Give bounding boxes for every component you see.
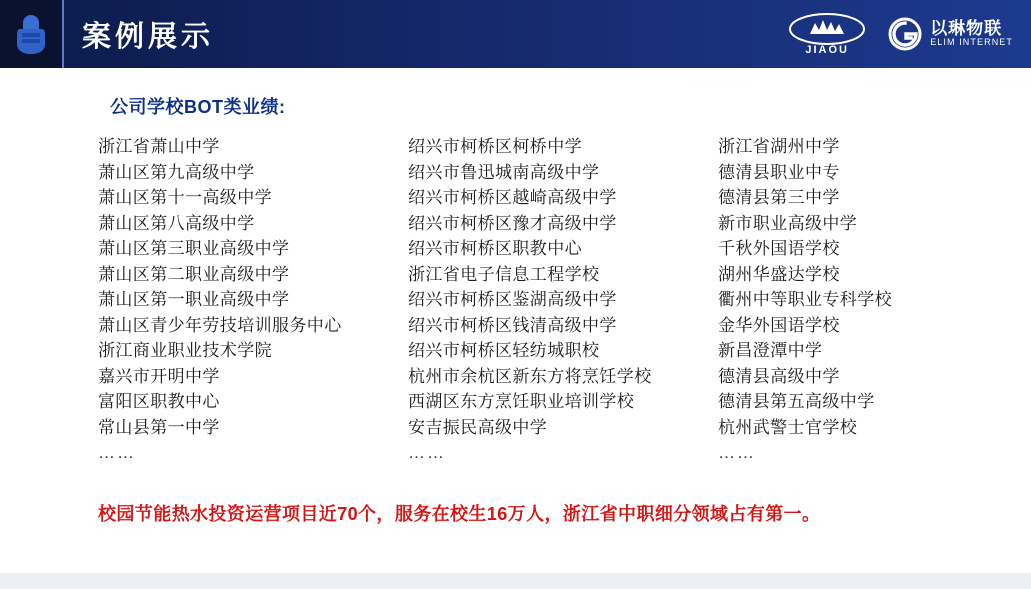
list-item: 衢州中等职业专科学校	[718, 290, 892, 309]
list-item-ellipsis: ……	[718, 443, 756, 462]
list-item: 杭州市余杭区新东方将烹饪学校	[408, 366, 652, 386]
list-item: 富阳区职教中心	[98, 392, 220, 411]
list-item: 德清县第三中学	[718, 188, 840, 207]
list-item: 萧山区第八高级中学	[98, 213, 255, 233]
list-item: 德清县高级中学	[718, 366, 840, 386]
jiaou-logo	[788, 12, 866, 56]
list-item: 萧山区第九高级中学	[98, 162, 255, 182]
list-item: 萧山区第二职业高级中学	[98, 264, 290, 284]
list-item: 萧山区青少年劳技培训服务中心	[98, 315, 342, 335]
header-divider	[62, 0, 64, 68]
list-item: 浙江省电子信息工程学校	[408, 264, 600, 284]
list-item: 杭州武警士官学校	[718, 417, 858, 437]
page-title: 案例展示	[82, 20, 215, 53]
list-item: 德清县职业中专	[718, 162, 840, 182]
list-item: 新市职业高级中学	[718, 213, 858, 233]
list-item: 安吉振民高级中学	[408, 417, 548, 437]
list-item: 绍兴市柯桥区轻纺城职校	[408, 341, 600, 360]
list-item: 萧山区第一职业高级中学	[98, 290, 290, 309]
list-item: 西湖区东方烹饪职业培训学校	[408, 392, 635, 411]
list-item: 嘉兴市开明中学	[98, 366, 220, 386]
elim-logo-text	[930, 20, 1013, 49]
case-column-1	[98, 134, 408, 466]
list-item: 千秋外国语学校	[718, 239, 840, 258]
list-item: 常山县第一中学	[98, 417, 220, 437]
header-logo-block	[0, 0, 62, 68]
list-item: 浙江省湖州中学	[718, 137, 840, 156]
header-logos	[788, 12, 1031, 56]
list-item-ellipsis: ……	[408, 443, 446, 462]
elim-logo-en: ELIM INTERNET	[930, 37, 1013, 48]
list-item: 萧山区第十一高级中学	[98, 188, 272, 207]
list-item-ellipsis: ……	[98, 443, 136, 462]
jiaou-logo-text: JIAOU	[805, 44, 849, 56]
case-column-2	[408, 134, 718, 466]
list-item: 德清县第五高级中学	[718, 392, 875, 411]
section-title: 公司学校BOT类业绩:	[110, 97, 286, 117]
fist-icon	[14, 11, 48, 57]
elim-logo-cn: 以琳物联	[930, 18, 1003, 38]
list-item: 新昌澄潭中学	[718, 341, 823, 360]
list-item: 绍兴市柯桥区柯桥中学	[408, 137, 582, 156]
list-item: 绍兴市柯桥区豫才高级中学	[408, 213, 617, 233]
slide-content	[0, 68, 1031, 573]
case-column-3	[718, 134, 998, 466]
case-list-columns	[98, 134, 998, 466]
bottom-band	[0, 573, 1031, 589]
list-item: 绍兴市柯桥区鉴湖高级中学	[408, 290, 617, 309]
list-item: 萧山区第三职业高级中学	[98, 239, 290, 258]
list-item: 金华外国语学校	[718, 315, 840, 335]
list-item: 湖州华盛达学校	[718, 264, 840, 284]
list-item: 绍兴市柯桥区越崎高级中学	[408, 188, 617, 207]
elim-mark-icon	[888, 17, 922, 51]
jiaou-mark-icon	[788, 12, 866, 46]
list-item: 绍兴市柯桥区职教中心	[408, 239, 582, 258]
slide-header	[0, 0, 1031, 68]
list-item: 绍兴市鲁迅城南高级中学	[408, 162, 600, 182]
elim-logo	[888, 17, 1013, 51]
list-item: 浙江商业职业技术学院	[98, 341, 272, 360]
list-item: 浙江省萧山中学	[98, 137, 220, 156]
summary-footnote: 校园节能热水投资运营项目近70个，服务在校生16万人，浙江省中职细分领域占有第一。	[98, 504, 821, 524]
list-item: 绍兴市柯桥区钱清高级中学	[408, 315, 617, 335]
